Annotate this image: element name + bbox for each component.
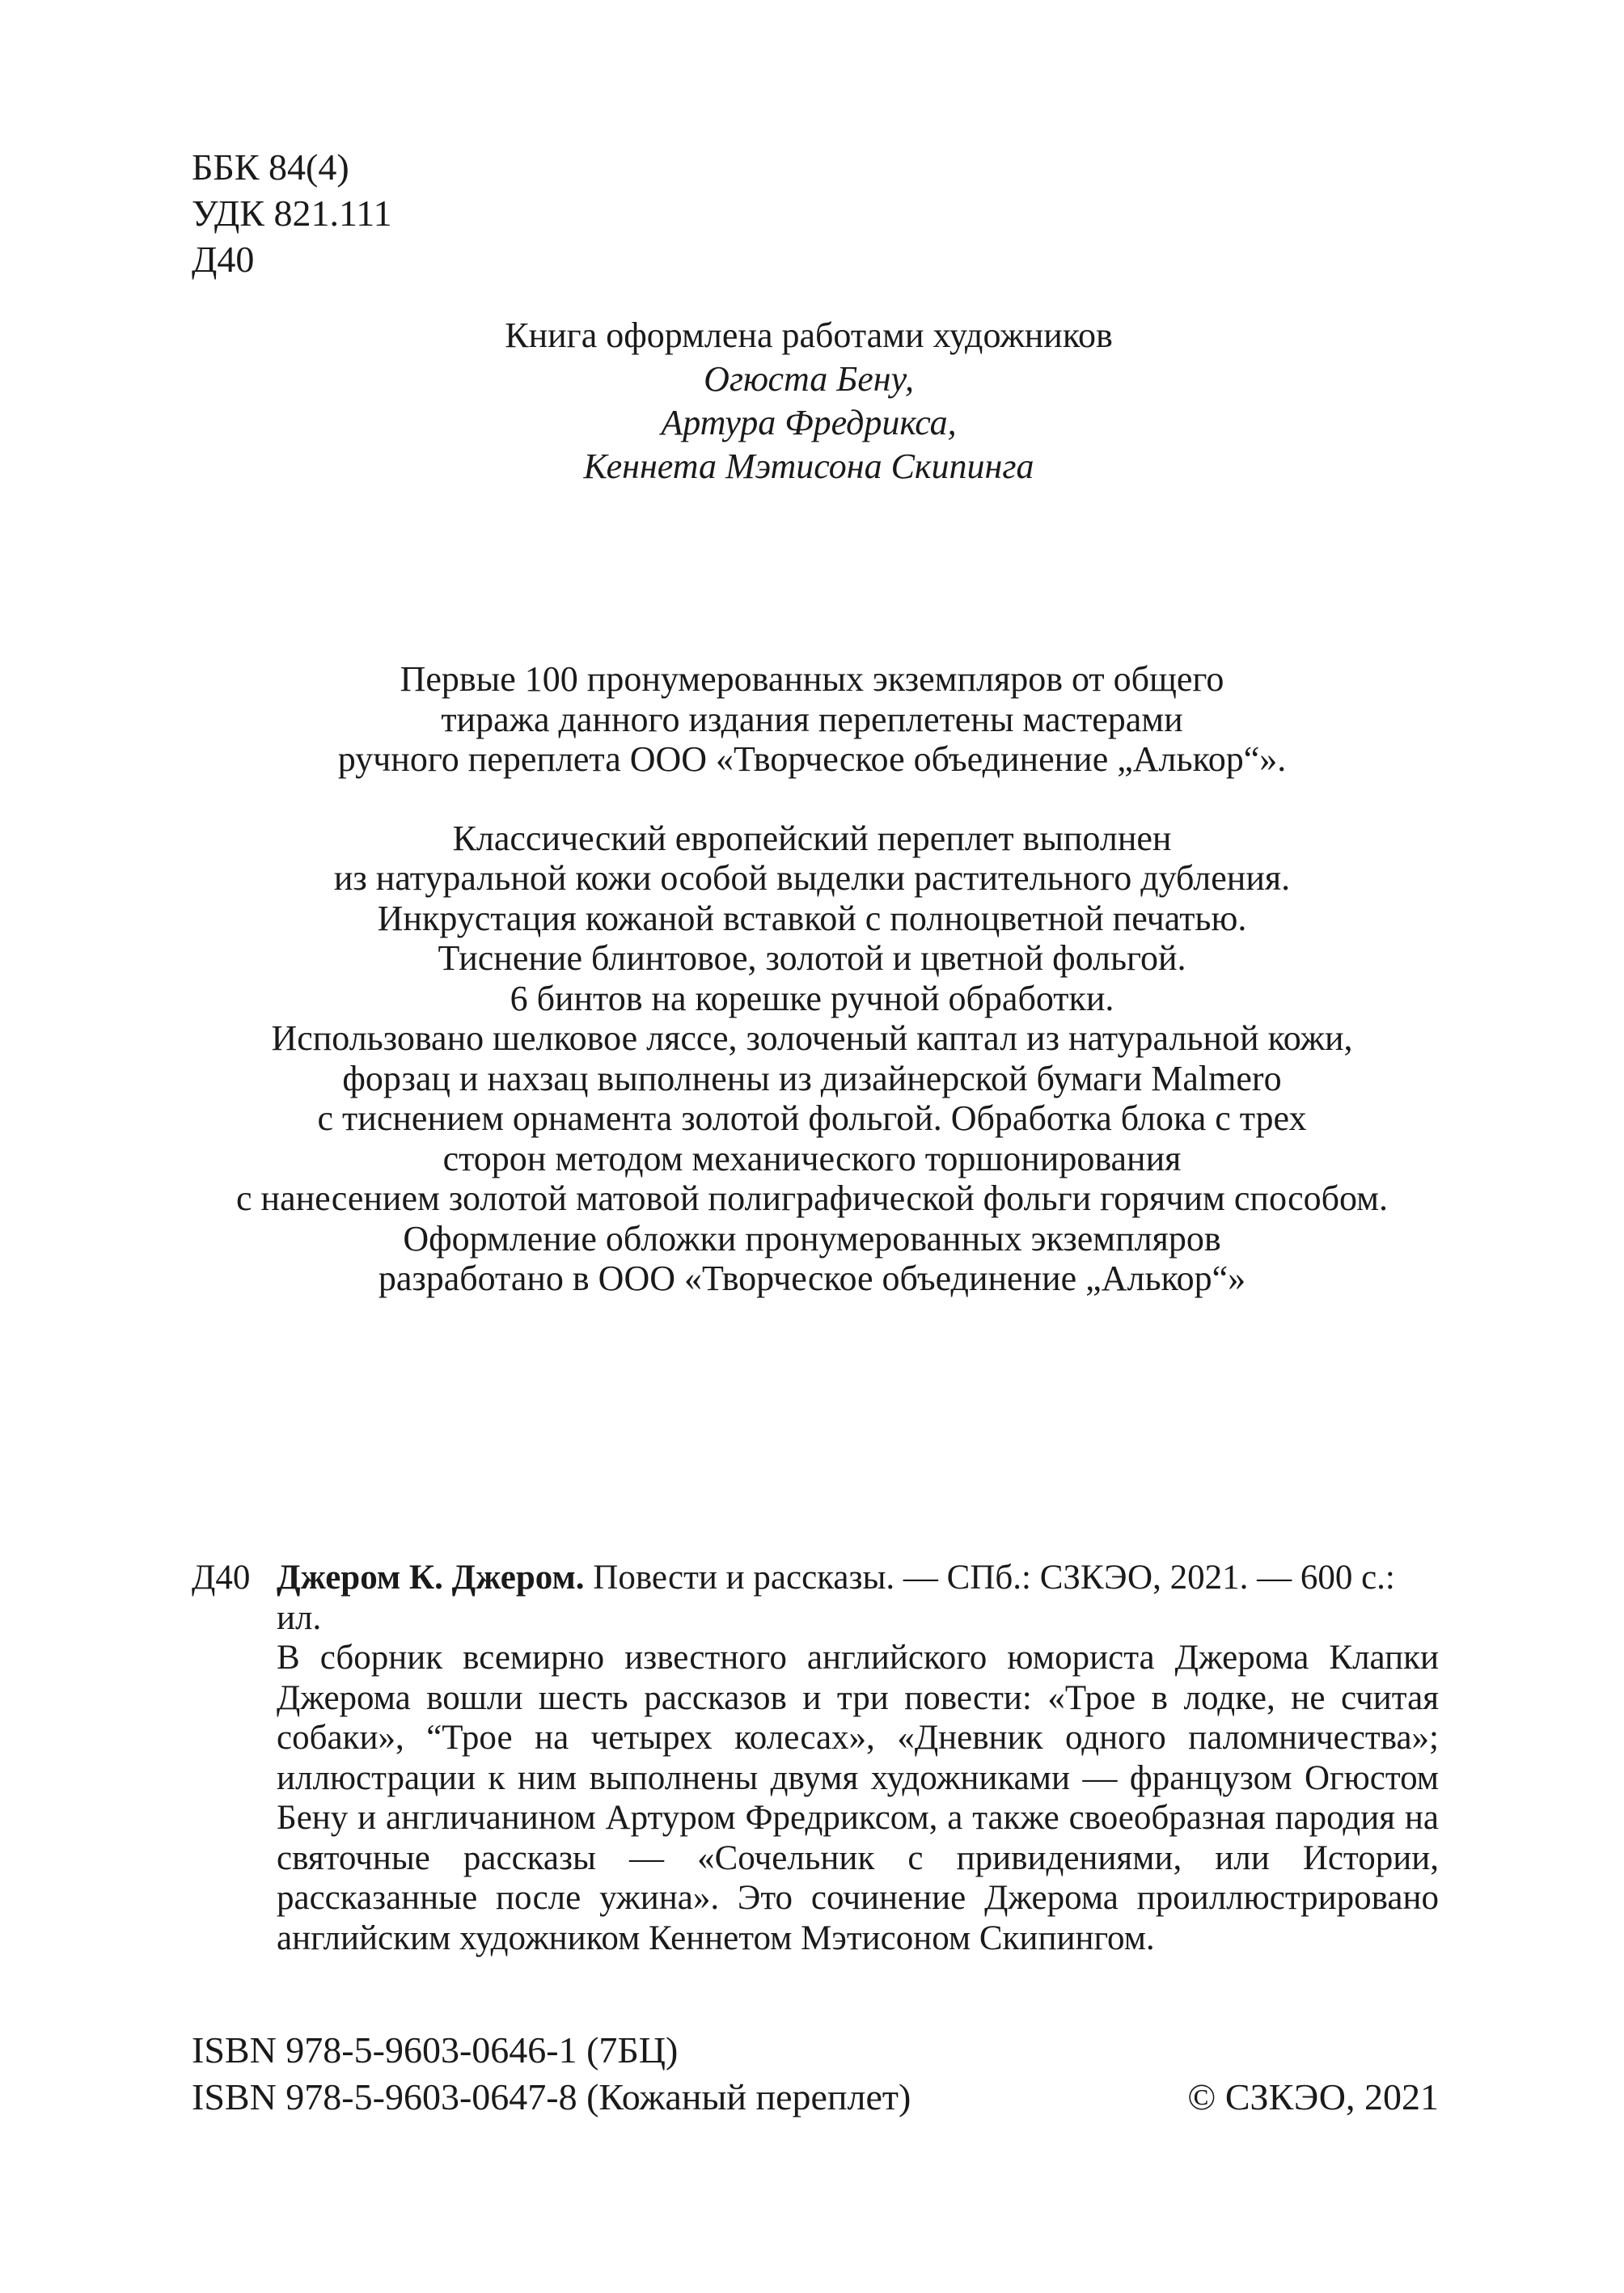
text-line: Использовано шелковое ляссе, золоченый каптал из натуральной кожи, xyxy=(271,1018,1353,1058)
isbn-row xyxy=(192,2027,1439,2074)
artist-name: Кеннета Мэтисона Скипинга xyxy=(583,446,1034,486)
isbn-line-2: ISBN 978-5-9603-0647-8 (Кожаный переплет) xyxy=(192,2076,911,2117)
binding-details-paragraph xyxy=(121,819,1503,1299)
isbn-line-1: ISBN 978-5-9603-0646-1 (7БЦ) xyxy=(192,2029,679,2071)
annotation-heading xyxy=(192,1558,1439,1638)
text-line: разработано в ООО «Творческое объединение „Алькор“» xyxy=(378,1259,1246,1298)
artists-intro: Книга оформлена работами художников xyxy=(505,315,1113,355)
copyright: © СЗКЭО, 2021 xyxy=(1187,2076,1439,2117)
annotation-citation xyxy=(277,1558,1439,1638)
classification-codes xyxy=(192,144,392,282)
binding-description xyxy=(121,659,1503,1299)
text-line: Классический европейский переплет выполнен xyxy=(452,818,1172,858)
bbk-code: ББК 84(4) xyxy=(192,146,349,188)
text-line: Тиснение блинтовое, золотой и цветной фольгой. xyxy=(438,938,1186,978)
text-line: форзац и нахзац выполнены из дизайнерской бумаги Malmero xyxy=(342,1058,1282,1098)
text-line: с нанесением золотой матовой полиграфической фольги горячим способом. xyxy=(236,1178,1388,1218)
annotation-author: Джером К. Джером. xyxy=(277,1559,585,1597)
isbn-block xyxy=(192,2027,1439,2121)
text-line: с тиснением орнамента золотой фольгой. Обработка блока с трех xyxy=(317,1098,1307,1138)
text-line: тиража данного издания переплетены мастерами xyxy=(441,699,1183,739)
text-line: сторон методом механического торшонирования xyxy=(442,1138,1182,1178)
artist-name: Артура Фредрикса, xyxy=(661,403,957,442)
text-line: Инкрустация кожаной вставкой с полноцветной печатью. xyxy=(377,898,1247,938)
isbn-row xyxy=(192,2074,1439,2121)
text-line: Оформление обложки пронумерованных экземпляров xyxy=(403,1218,1221,1259)
artist-name: Огюста Бену, xyxy=(704,359,914,399)
udk-code: УДК 821.111 xyxy=(192,192,392,234)
artists-credit xyxy=(404,314,1213,489)
author-mark: Д40 xyxy=(192,239,255,280)
text-line: из натуральной кожи особой выделки растительного дубления. xyxy=(333,858,1291,898)
annotation-bibliographic: Повести и рассказы. — СПб.: СЗКЭО, 2021. — 600 с.: ил. xyxy=(277,1559,1395,1637)
artists-names xyxy=(404,357,1213,489)
text-line: ручного переплета ООО «Творческое объединение „Алькор“». xyxy=(337,739,1287,779)
annotation-description: В сборник всемирно известного английского юмориста Джерома Клапки Джерома вошли шесть рассказов и три повести: «Трое в лодке, не считая собаки», “Трое на четырех колесах», «Дневник одного паломничества»; иллюстрации к ним выполнены двумя художниками — французом Огюстом Бену и англичанином Артуром Фредриксом, а также своеобразная пародия на святочные рассказы — «Сочельник с привидениями, или Истории, рассказанные после ужина». Это сочинение Джерома проиллюстрировано английским художником Кеннетом Мэтисоном Скипингом. xyxy=(277,1639,1439,1957)
text-line: 6 бинтов на корешке ручной обработки. xyxy=(510,978,1114,1018)
text-line: Первые 100 пронумерованных экземпляров от общего xyxy=(400,659,1224,699)
limited-edition-paragraph xyxy=(121,659,1503,780)
bibliographic-annotation xyxy=(192,1558,1439,1958)
annotation-code: Д40 xyxy=(192,1559,251,1597)
